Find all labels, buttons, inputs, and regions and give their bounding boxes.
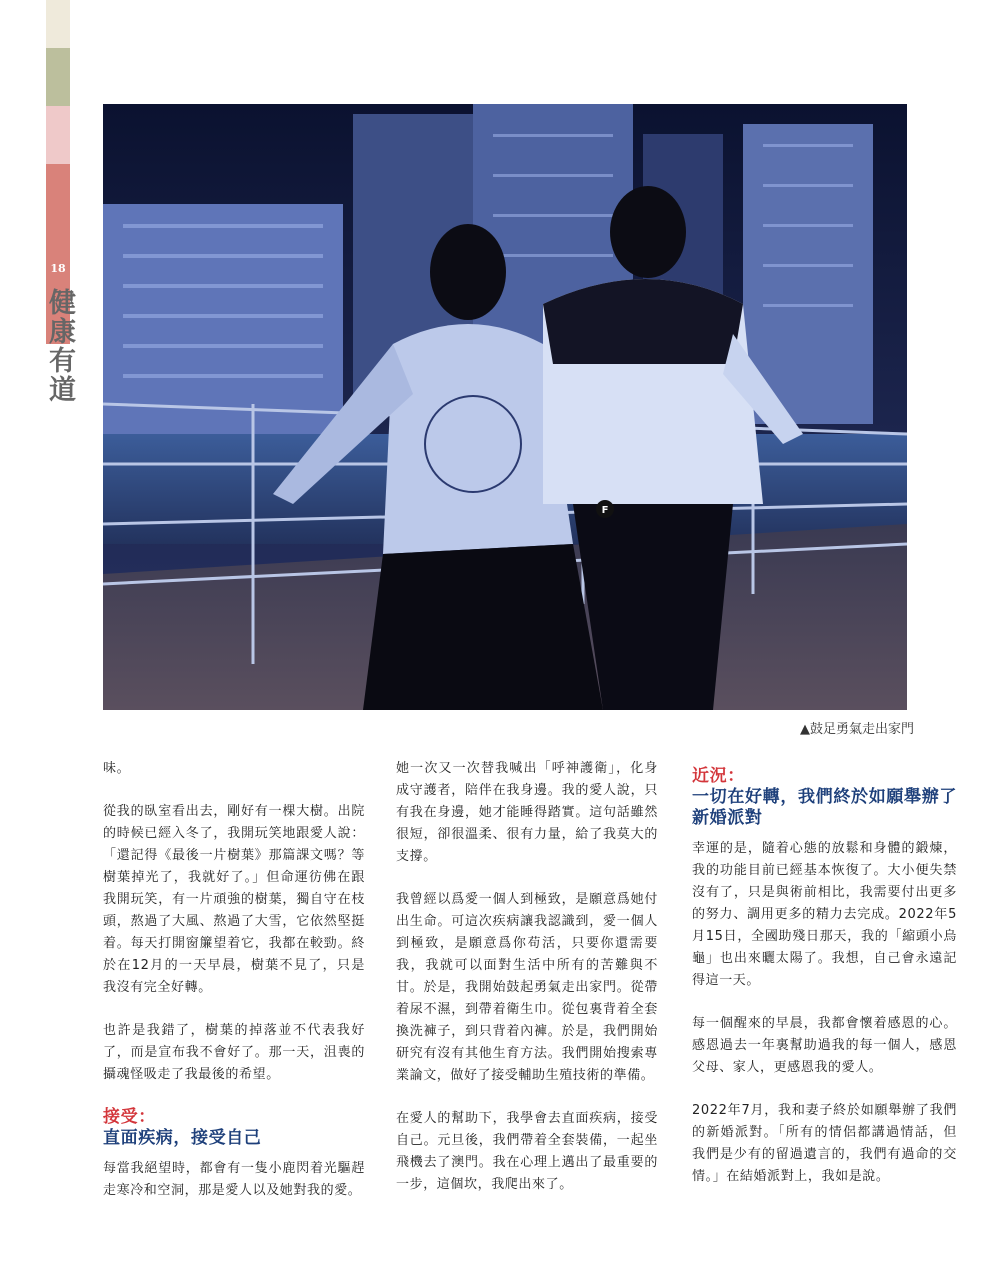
paragraph: 我曾經以爲愛一個人到極致，是願意爲她付出生命。可這次疾病讓我認識到，愛一個人到極致，是願意爲你苟活，只要你還需要我，我就可以面對生活中所有的苦難與不甘。於是，我開始鼓起勇氣走出家門。從帶着尿不濕，到帶着衛生巾。從包裏背着全套換洗褲子，到只背着內褲。於是，我們開始研究有沒有其他生育方法。我們開始搜索專業論文，做好了接受輔助生殖技術的準備。 <box>396 892 658 1083</box>
subheading-title: 直面疾病，接受自己 <box>103 1128 262 1148</box>
sidebar-tab-3 <box>46 106 70 164</box>
paragraph: 在愛人的幫助下，我學會去直面疾病，接受自己。元旦後，我們帶着全套裝備，一起坐飛機去了澳門。我在心理上邁出了最重要的一步，這個坎，我爬出來了。 <box>396 1111 658 1192</box>
paragraph: 2022年7月，我和妻子終於如願舉辦了我們的新婚派對。「所有的情侶都講過情話，但我們是少有的留過遺言的，我們有過命的交情。」在結婚派對上，我如是說。 <box>692 1103 957 1184</box>
page-number: 18 <box>50 262 66 275</box>
paragraph: 幸運的是，隨着心態的放鬆和身體的鍛煉，我的功能目前已經基本恢復了。大小便失禁沒有了，只是與術前相比，我需要付出更多的努力、調用更多的精力去完成。2022年5月15日，全國助殘日那天，我的「縮頭小烏龜」也出來曬太陽了。我想，自己會永遠記得這一天。 <box>692 841 957 988</box>
subheading-label: 近況： <box>692 766 745 786</box>
sidebar-tab-2 <box>46 48 70 106</box>
section-title: 健康有道 <box>44 288 75 404</box>
paragraph: 味。 <box>103 761 131 776</box>
text-column-2 <box>396 758 658 1217</box>
sidebar-tab-1 <box>46 0 70 48</box>
text-column-1 <box>103 758 365 1223</box>
paragraph: 也許是我錯了，樹葉的掉落並不代表我好了，而是宣布我不會好了。那一天，沮喪的攝魂怪吸走了我最後的希望。 <box>103 1023 365 1082</box>
subheading-label: 接受： <box>103 1107 156 1127</box>
couple-photo <box>103 104 907 710</box>
photo-badge-letter: F <box>601 505 609 516</box>
paragraph: 從我的臥室看出去，剛好有一棵大樹。出院的時候已經入冬了，我開玩笑地跟愛人說：「還記得《最後一片樹葉》那篇課文嗎？等樹葉掉光了，我就好了。」但命運彷佛在跟我開玩笑，有一片頑強的樹葉，獨自守在枝頭，熬過了大風、熬過了大雪，它依然堅挺着。每天打開窗簾望着它，我都在較勁。終於在12月的一天早晨，樹葉不見了，只是我沒有完全好轉。 <box>103 804 365 995</box>
subheading <box>692 766 957 829</box>
subheading-title: 一切在好轉，我們終於如願舉辦了新婚派對 <box>692 787 957 828</box>
text-column-3 <box>692 758 957 1209</box>
subheading <box>103 1107 365 1149</box>
paragraph: 每當我絕望時，都會有一隻小鹿閃着光驅趕走寒冷和空洞，那是愛人以及她對我的愛。 <box>103 1161 365 1198</box>
paragraph: 每一個醒來的早晨，我都會懷着感恩的心。感恩過去一年裏幫助過我的每一個人，感恩父母、家人，更感恩我的愛人。 <box>692 1016 957 1075</box>
paragraph: 她一次又一次替我喊出「呼神護衛」，化身成守護者，陪伴在我身邊。我的愛人說，只有我在身邊，她才能睡得踏實。這句話雖然很短，卻很溫柔、很有力量，給了我莫大的支撐。 <box>396 761 658 864</box>
photo-caption: ▲鼓足勇氣走出家門 <box>800 722 914 737</box>
